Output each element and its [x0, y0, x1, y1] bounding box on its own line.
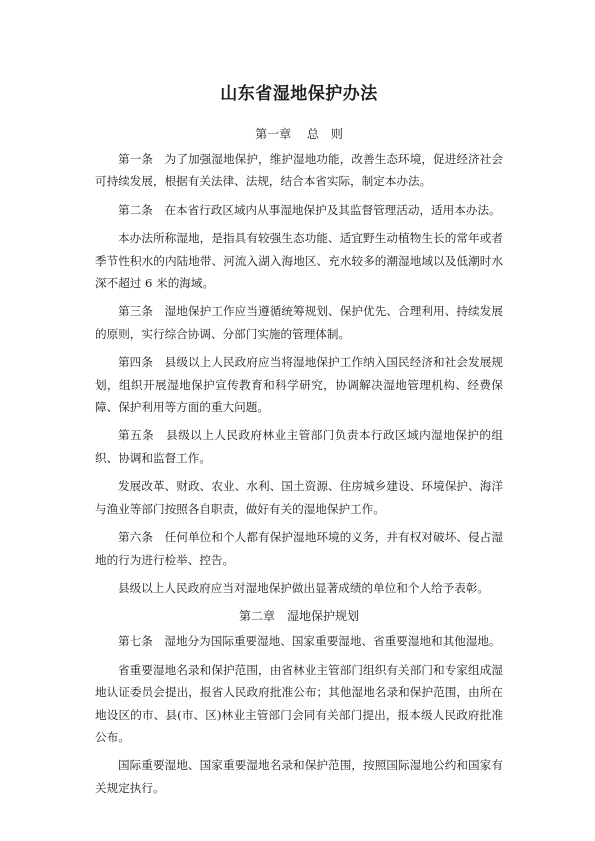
international-wetland-list-paragraph: 国际重要湿地、国家重要湿地名录和保护范围，按照国际湿地公约和国家有关规定执行。 — [95, 758, 503, 795]
article-6-paragraph: 第六条 任何单位和个人都有保护湿地环境的义务，并有权对破坏、侵占湿地的行为进行检举、控告。 — [95, 530, 503, 567]
document-page — [95, 82, 503, 805]
chapter-1 — [95, 123, 503, 599]
article-3-paragraph: 第三条 湿地保护工作应当遵循统筹规划、保护优先、合理利用、持续发展的原则，实行综合协调、分部门实施的管理体制。 — [95, 304, 503, 341]
article-1-paragraph: 第一条 为了加强湿地保护，维护湿地功能，改善生态环境，促进经济社会可持续发展，根据有关法律、法规，结合本省实际，制定本办法。 — [95, 152, 503, 189]
chapter-heading: 第一章 总 则 — [255, 127, 343, 141]
wetland-definition-paragraph: 本办法所称湿地，是指具有较强生态功能、适宜野生动植物生长的常年或者季节性积水的内陆地带、河流入湖入海地区、充水较多的潮湿地域以及低潮时水深不超过 6 米的海域。 — [95, 231, 503, 291]
chapter-heading: 第二章 湿地保护规划 — [238, 609, 359, 624]
article-2-paragraph: 第二条 在本省行政区域内从事湿地保护及其监督管理活动，适用本办法。 — [118, 202, 501, 217]
document-title: 山东省湿地保护办法 — [220, 84, 378, 104]
article-5-departments-paragraph: 发展改革、财政、农业、水利、国土资源、住房城乡建设、环境保护、海洋与渔业等部门按照各自职责，做好有关的湿地保护工作。 — [95, 479, 503, 516]
article-7-paragraph: 第七条 湿地分为国际重要湿地、国家重要湿地、省重要湿地和其他湿地。 — [118, 634, 501, 649]
provincial-wetland-list-paragraph: 省重要湿地名录和保护范围，由省林业主管部门组织有关部门和专家组成湿地认证委员会提出，报省人民政府批准公布；其他湿地名录和保护范围，由所在地设区的市、县(市、区)林业主管部门会同有关部门提出，报本级人民政府批准公布。 — [95, 662, 503, 744]
article-4-paragraph: 第四条 县级以上人民政府应当将湿地保护工作纳入国民经济和社会发展规划，组织开展湿地保护宣传教育和科学研究，协调解决湿地管理机构、经费保障、保护利用等方面的重大问题。 — [95, 355, 503, 415]
article-6-commendation-paragraph: 县级以上人民政府应当对湿地保护做出显著成绩的单位和个人给予表彰。 — [118, 580, 490, 595]
article-5-paragraph: 第五条 县级以上人民政府林业主管部门负责本行政区域内湿地保护的组织、协调和监督工作。 — [95, 428, 503, 465]
chapter-2 — [95, 605, 503, 799]
